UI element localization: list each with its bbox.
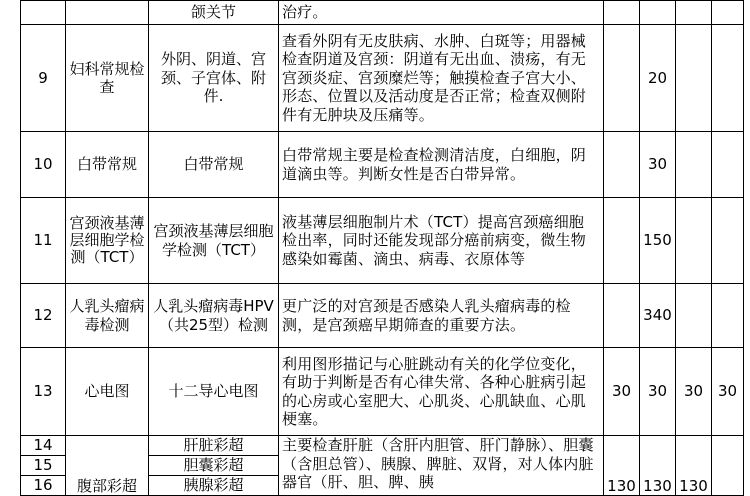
price-cell: 130 <box>604 436 640 496</box>
row-number <box>21 1 66 25</box>
price-cell <box>712 284 744 348</box>
description-cell: 更广泛的对宫颈是否感染人乳头瘤病毒的检测，是宫颈癌早期筛查的重要方法。 <box>279 284 604 348</box>
item-cell: 宫颈液基薄层细胞学检测（TCT） <box>149 198 279 284</box>
category-cell: 白带常规 <box>66 132 149 198</box>
row-number: 13 <box>21 348 66 436</box>
price-cell <box>676 132 712 198</box>
item-cell: 白带常规 <box>149 132 279 198</box>
description-cell: 治疗。 <box>279 1 604 25</box>
price-cell <box>712 132 744 198</box>
description-cell: 主要检查肝脏（含肝内胆管、肝门静脉）、胆囊（含胆总管）、胰腺、脾脏、双肾，对人体内脏器官（肝、胆、脾、胰 <box>279 436 604 496</box>
table-row <box>21 198 744 284</box>
price-cell <box>676 1 712 25</box>
item-cell: 肝脏彩超 <box>149 436 279 456</box>
price-cell <box>712 436 744 496</box>
price-cell <box>676 198 712 284</box>
price-cell: 20 <box>640 25 676 132</box>
price-cell: 130 <box>640 436 676 496</box>
price-cell <box>604 284 640 348</box>
description-cell: 液基薄层细胞制片术（TCT）提高宫颈癌细胞检出率，同时还能发现部分癌前病变，微生物感染如霉菌、滴虫、病毒、衣原体等 <box>279 198 604 284</box>
price-cell: 340 <box>640 284 676 348</box>
table-row <box>21 436 744 456</box>
description-cell: 白带常规主要是检查检测清洁度，白细胞，阴道滴虫等。判断女性是否白带异常。 <box>279 132 604 198</box>
item-cell: 胆囊彩超 <box>149 456 279 476</box>
row-number: 16 <box>21 476 66 496</box>
category-cell: 妇科常规检查 <box>66 25 149 132</box>
price-cell <box>604 132 640 198</box>
row-number: 15 <box>21 456 66 476</box>
row-number: 9 <box>21 25 66 132</box>
price-cell: 30 <box>640 132 676 198</box>
price-cell <box>640 1 676 25</box>
row-number: 10 <box>21 132 66 198</box>
price-cell: 30 <box>712 348 744 436</box>
price-cell <box>604 1 640 25</box>
row-number: 11 <box>21 198 66 284</box>
price-cell: 30 <box>604 348 640 436</box>
description-cell: 利用图形描记与心脏跳动有关的化学位变化，有助于判断是否有心律失常、各种心脏病引起的心房或心室肥大、心肌炎、心肌缺血、心肌梗塞。 <box>279 348 604 436</box>
price-cell <box>712 198 744 284</box>
price-cell <box>676 25 712 132</box>
price-cell <box>676 284 712 348</box>
price-cell <box>604 25 640 132</box>
table-row <box>21 1 744 25</box>
price-cell: 130 <box>676 436 712 496</box>
exam-items-table <box>20 0 744 496</box>
table-row <box>21 132 744 198</box>
item-cell: 颌关节 <box>149 1 279 25</box>
price-cell: 30 <box>676 348 712 436</box>
price-cell: 30 <box>640 348 676 436</box>
category-cell: 腹部彩超 <box>66 436 149 496</box>
row-number: 12 <box>21 284 66 348</box>
table-row <box>21 348 744 436</box>
price-cell <box>712 25 744 132</box>
table-row <box>21 25 744 132</box>
item-cell: 外阴、阴道、宫颈、子宫体、附件. <box>149 25 279 132</box>
item-cell: 人乳头瘤病毒HPV（共25型）检测 <box>149 284 279 348</box>
item-cell: 胰腺彩超 <box>149 476 279 496</box>
row-number: 14 <box>21 436 66 456</box>
category-cell: 人乳头瘤病毒检测 <box>66 284 149 348</box>
category-cell: 心电图 <box>66 348 149 436</box>
price-cell <box>604 198 640 284</box>
item-cell: 十二导心电图 <box>149 348 279 436</box>
category-cell: 宫颈液基薄层细胞学检测（TCT） <box>66 198 149 284</box>
price-cell <box>712 1 744 25</box>
table-row <box>21 284 744 348</box>
price-cell: 150 <box>640 198 676 284</box>
category-cell <box>66 1 149 25</box>
description-cell: 查看外阴有无皮肤病、水肿、白斑等；用器械检查阴道及宫颈：阴道有无出血、溃疡，有无宫颈炎症、宫颈糜烂等；触摸检查子宫大小、形态、位置以及活动度是否正常；检查双侧附件有无肿块及压痛等。 <box>279 25 604 132</box>
